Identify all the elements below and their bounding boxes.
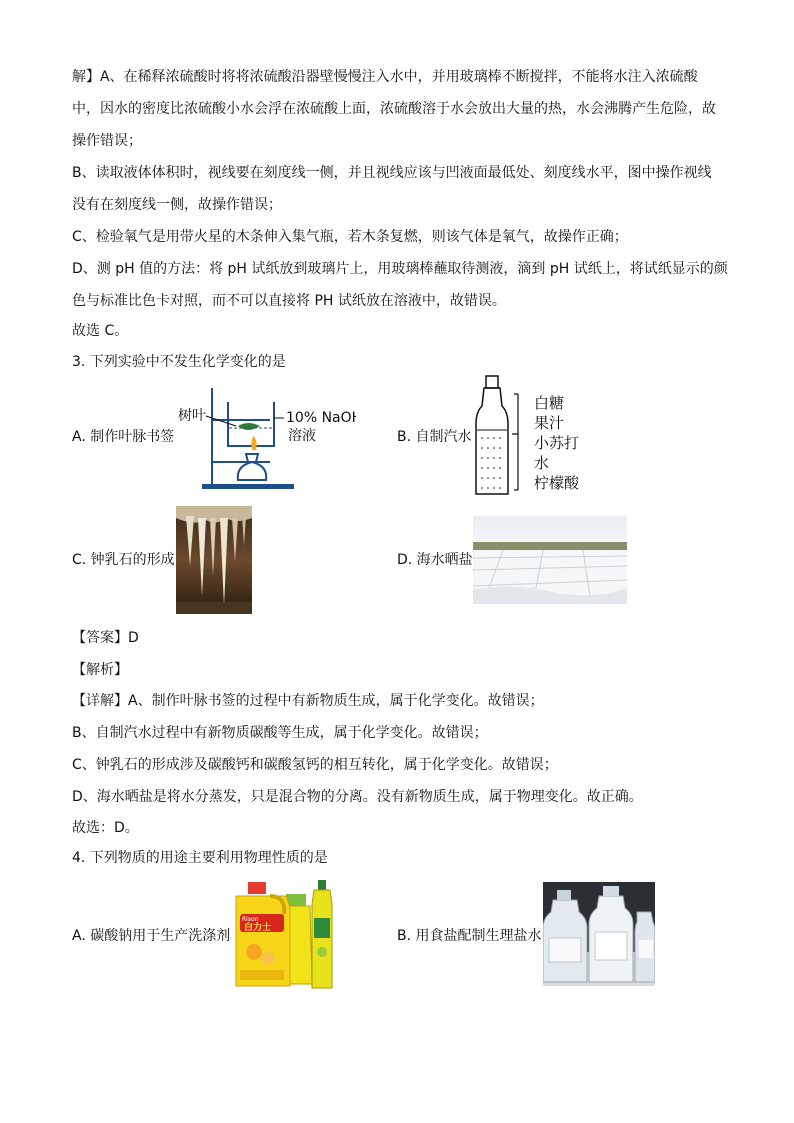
salt-pans-photo	[473, 516, 627, 604]
q4-option-a: A. 碳酸钠用于生产洗涤剂	[72, 928, 231, 944]
saline-bottles-photo	[543, 882, 655, 986]
q3-analysis-heading: 【解析】	[72, 662, 128, 678]
analysis-b-line-2: 没有在刻度线一侧，故操作错误；	[72, 197, 282, 213]
analysis-a-line-1: 解】A、在稀释浓硫酸时将将浓硫酸沿器壁慢慢注入水中，并用玻璃棒不断搅拌，不能将水注入浓硫酸	[72, 69, 698, 85]
q3-stem: 3. 下列实验中不发生化学变化的是	[72, 354, 286, 370]
analysis-a-line-2: 中，因水的密度比浓硫酸小水会浮在浓硫酸上面，浓硫酸溶于水会放出大量的热，水会沸腾产生危险，故	[72, 101, 716, 117]
ingredient-baking-soda: 小苏打	[534, 434, 580, 452]
analysis-b-line-1: B、读取液体体积时，视线要在刻度线一侧，并且视线应该与凹液面最低处、刻度线水平，图中操作视线	[72, 165, 712, 181]
q3-option-b: B. 自制汽水	[397, 429, 472, 445]
q4-option-b: B. 用食盐配制生理盐水	[397, 928, 542, 944]
detergent-brand-small: Rison	[242, 916, 259, 923]
detergent-bottles-photo	[234, 878, 336, 990]
leaf-vein-apparatus-figure	[176, 380, 356, 494]
ingredient-water: 水	[534, 454, 550, 472]
ingredient-sugar: 白糖	[534, 394, 565, 412]
q3-answer: 【答案】D	[72, 630, 139, 646]
leaf-label: 树叶	[178, 408, 206, 424]
ingredient-citric-acid: 柠檬酸	[534, 474, 580, 492]
analysis-a-line-3: 操作错误；	[72, 133, 142, 149]
q3-choice: 故选：D。	[72, 820, 139, 836]
ingredient-juice: 果汁	[534, 414, 565, 432]
analysis-choice: 故选 C。	[72, 323, 129, 339]
analysis-c-line-1: C、检验氧气是用带火星的木条伸入集气瓶，若木条复燃，则该气体是氧气，故操作正确；	[72, 229, 628, 245]
homemade-soda-bottle-figure	[472, 372, 592, 498]
stalactite-photo	[176, 506, 252, 614]
q3-detail-a: 【详解】A、制作叶脉书签的过程中有新物质生成，属于化学变化。故错误；	[72, 693, 544, 709]
detergent-brand: 白力士	[244, 923, 272, 933]
q3-option-c: C. 钟乳石的形成	[72, 552, 175, 568]
solution-label: 溶液	[288, 428, 316, 444]
q3-option-a: A. 制作叶脉书签	[72, 429, 175, 445]
analysis-d-line-1: D、测 pH 值的方法：将 pH 试纸放到玻璃片上，用玻璃棒蘸取待测液，滴到 pH 试纸上，将试纸显示的颜	[72, 261, 728, 277]
naoh-label: 10% NaOH	[286, 410, 356, 426]
q4-stem: 4. 下列物质的用途主要利用物理性质的是	[72, 850, 328, 866]
q3-option-d: D. 海水晒盐	[397, 552, 473, 568]
q3-detail-b: B、自制汽水过程中有新物质碳酸等生成，属于化学变化。故错误；	[72, 725, 488, 741]
q3-detail-c: C、钟乳石的形成涉及碳酸钙和碳酸氢钙的相互转化，属于化学变化。故错误；	[72, 757, 558, 773]
analysis-d-line-2: 色与标准比色卡对照，而不可以直接将 PH 试纸放在溶液中，故错误。	[72, 293, 506, 309]
q3-detail-d: D、海水晒盐是将水分蒸发，只是混合物的分离。没有新物质生成，属于物理变化。故正确。	[72, 789, 643, 805]
